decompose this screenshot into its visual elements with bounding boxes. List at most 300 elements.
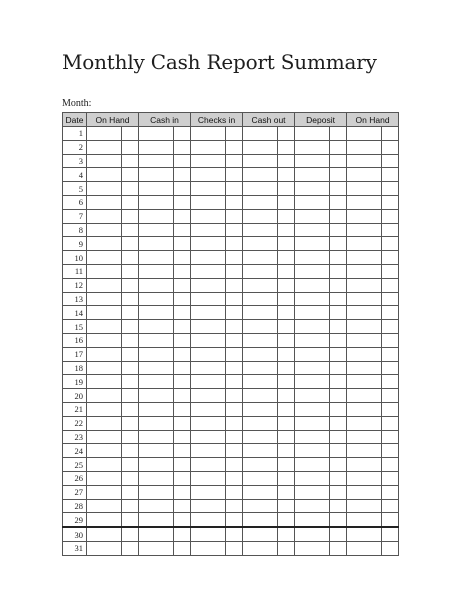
entry-cell[interactable]	[87, 541, 122, 555]
entry-cell[interactable]	[226, 292, 243, 306]
entry-cell[interactable]	[139, 195, 174, 209]
entry-cell[interactable]	[139, 430, 174, 444]
entry-cell[interactable]	[191, 416, 226, 430]
entry-cell[interactable]	[330, 458, 347, 472]
entry-cell[interactable]	[347, 292, 382, 306]
entry-cell[interactable]	[347, 264, 382, 278]
entry-cell[interactable]	[191, 485, 226, 499]
entry-cell[interactable]	[330, 389, 347, 403]
entry-cell[interactable]	[191, 471, 226, 485]
entry-cell[interactable]	[243, 389, 278, 403]
entry-cell[interactable]	[278, 527, 295, 541]
entry-cell[interactable]	[278, 182, 295, 196]
entry-cell[interactable]	[191, 182, 226, 196]
entry-cell[interactable]	[330, 127, 347, 141]
entry-cell[interactable]	[226, 168, 243, 182]
entry-cell[interactable]	[347, 223, 382, 237]
entry-cell[interactable]	[139, 237, 174, 251]
entry-cell[interactable]	[295, 195, 330, 209]
entry-cell[interactable]	[191, 320, 226, 334]
entry-cell[interactable]	[174, 402, 191, 416]
entry-cell[interactable]	[347, 154, 382, 168]
entry-cell[interactable]	[191, 306, 226, 320]
entry-cell[interactable]	[382, 527, 399, 541]
entry-cell[interactable]	[191, 223, 226, 237]
entry-cell[interactable]	[382, 541, 399, 555]
entry-cell[interactable]	[278, 471, 295, 485]
entry-cell[interactable]	[122, 195, 139, 209]
entry-cell[interactable]	[87, 292, 122, 306]
entry-cell[interactable]	[243, 458, 278, 472]
entry-cell[interactable]	[139, 292, 174, 306]
entry-cell[interactable]	[139, 333, 174, 347]
entry-cell[interactable]	[278, 320, 295, 334]
entry-cell[interactable]	[330, 292, 347, 306]
entry-cell[interactable]	[87, 458, 122, 472]
entry-cell[interactable]	[243, 471, 278, 485]
entry-cell[interactable]	[139, 154, 174, 168]
entry-cell[interactable]	[226, 278, 243, 292]
entry-cell[interactable]	[278, 402, 295, 416]
entry-cell[interactable]	[139, 513, 174, 527]
entry-cell[interactable]	[139, 306, 174, 320]
entry-cell[interactable]	[226, 264, 243, 278]
entry-cell[interactable]	[191, 237, 226, 251]
entry-cell[interactable]	[226, 320, 243, 334]
entry-cell[interactable]	[347, 541, 382, 555]
entry-cell[interactable]	[243, 168, 278, 182]
entry-cell[interactable]	[330, 541, 347, 555]
entry-cell[interactable]	[347, 499, 382, 513]
entry-cell[interactable]	[226, 416, 243, 430]
entry-cell[interactable]	[382, 485, 399, 499]
entry-cell[interactable]	[174, 251, 191, 265]
entry-cell[interactable]	[382, 237, 399, 251]
entry-cell[interactable]	[347, 320, 382, 334]
entry-cell[interactable]	[191, 154, 226, 168]
entry-cell[interactable]	[278, 389, 295, 403]
entry-cell[interactable]	[278, 333, 295, 347]
entry-cell[interactable]	[87, 527, 122, 541]
entry-cell[interactable]	[174, 127, 191, 141]
entry-cell[interactable]	[174, 361, 191, 375]
entry-cell[interactable]	[174, 333, 191, 347]
entry-cell[interactable]	[347, 347, 382, 361]
entry-cell[interactable]	[330, 333, 347, 347]
entry-cell[interactable]	[174, 471, 191, 485]
entry-cell[interactable]	[226, 347, 243, 361]
entry-cell[interactable]	[87, 430, 122, 444]
entry-cell[interactable]	[243, 402, 278, 416]
entry-cell[interactable]	[330, 306, 347, 320]
entry-cell[interactable]	[295, 209, 330, 223]
entry-cell[interactable]	[191, 541, 226, 555]
entry-cell[interactable]	[295, 471, 330, 485]
entry-cell[interactable]	[122, 402, 139, 416]
entry-cell[interactable]	[382, 416, 399, 430]
entry-cell[interactable]	[139, 375, 174, 389]
entry-cell[interactable]	[87, 320, 122, 334]
entry-cell[interactable]	[122, 223, 139, 237]
entry-cell[interactable]	[226, 527, 243, 541]
entry-cell[interactable]	[174, 347, 191, 361]
entry-cell[interactable]	[122, 251, 139, 265]
entry-cell[interactable]	[347, 444, 382, 458]
entry-cell[interactable]	[295, 416, 330, 430]
entry-cell[interactable]	[87, 264, 122, 278]
entry-cell[interactable]	[139, 251, 174, 265]
entry-cell[interactable]	[122, 527, 139, 541]
entry-cell[interactable]	[139, 347, 174, 361]
entry-cell[interactable]	[191, 251, 226, 265]
entry-cell[interactable]	[191, 375, 226, 389]
entry-cell[interactable]	[382, 264, 399, 278]
entry-cell[interactable]	[122, 182, 139, 196]
entry-cell[interactable]	[226, 499, 243, 513]
entry-cell[interactable]	[139, 471, 174, 485]
entry-cell[interactable]	[122, 458, 139, 472]
entry-cell[interactable]	[295, 333, 330, 347]
entry-cell[interactable]	[382, 320, 399, 334]
entry-cell[interactable]	[278, 264, 295, 278]
entry-cell[interactable]	[382, 499, 399, 513]
entry-cell[interactable]	[347, 471, 382, 485]
entry-cell[interactable]	[243, 485, 278, 499]
entry-cell[interactable]	[243, 375, 278, 389]
entry-cell[interactable]	[278, 251, 295, 265]
entry-cell[interactable]	[295, 361, 330, 375]
entry-cell[interactable]	[382, 347, 399, 361]
entry-cell[interactable]	[139, 402, 174, 416]
entry-cell[interactable]	[122, 347, 139, 361]
entry-cell[interactable]	[278, 416, 295, 430]
entry-cell[interactable]	[87, 154, 122, 168]
entry-cell[interactable]	[347, 168, 382, 182]
entry-cell[interactable]	[295, 223, 330, 237]
entry-cell[interactable]	[122, 375, 139, 389]
entry-cell[interactable]	[278, 140, 295, 154]
entry-cell[interactable]	[226, 306, 243, 320]
entry-cell[interactable]	[330, 278, 347, 292]
entry-cell[interactable]	[382, 444, 399, 458]
entry-cell[interactable]	[243, 278, 278, 292]
entry-cell[interactable]	[382, 182, 399, 196]
entry-cell[interactable]	[295, 527, 330, 541]
entry-cell[interactable]	[347, 402, 382, 416]
entry-cell[interactable]	[382, 375, 399, 389]
entry-cell[interactable]	[330, 182, 347, 196]
entry-cell[interactable]	[87, 333, 122, 347]
entry-cell[interactable]	[382, 251, 399, 265]
entry-cell[interactable]	[174, 278, 191, 292]
entry-cell[interactable]	[295, 513, 330, 527]
entry-cell[interactable]	[122, 444, 139, 458]
entry-cell[interactable]	[191, 361, 226, 375]
entry-cell[interactable]	[382, 458, 399, 472]
entry-cell[interactable]	[278, 499, 295, 513]
entry-cell[interactable]	[174, 513, 191, 527]
entry-cell[interactable]	[122, 333, 139, 347]
entry-cell[interactable]	[191, 458, 226, 472]
entry-cell[interactable]	[330, 195, 347, 209]
entry-cell[interactable]	[191, 513, 226, 527]
entry-cell[interactable]	[226, 127, 243, 141]
entry-cell[interactable]	[122, 127, 139, 141]
entry-cell[interactable]	[295, 499, 330, 513]
entry-cell[interactable]	[382, 168, 399, 182]
entry-cell[interactable]	[122, 320, 139, 334]
entry-cell[interactable]	[226, 389, 243, 403]
entry-cell[interactable]	[226, 458, 243, 472]
entry-cell[interactable]	[139, 361, 174, 375]
entry-cell[interactable]	[330, 416, 347, 430]
entry-cell[interactable]	[382, 154, 399, 168]
entry-cell[interactable]	[330, 499, 347, 513]
entry-cell[interactable]	[382, 361, 399, 375]
entry-cell[interactable]	[382, 471, 399, 485]
entry-cell[interactable]	[122, 541, 139, 555]
entry-cell[interactable]	[243, 499, 278, 513]
entry-cell[interactable]	[295, 140, 330, 154]
entry-cell[interactable]	[174, 209, 191, 223]
entry-cell[interactable]	[243, 306, 278, 320]
entry-cell[interactable]	[174, 195, 191, 209]
entry-cell[interactable]	[122, 485, 139, 499]
entry-cell[interactable]	[347, 209, 382, 223]
entry-cell[interactable]	[295, 541, 330, 555]
entry-cell[interactable]	[295, 182, 330, 196]
entry-cell[interactable]	[174, 430, 191, 444]
entry-cell[interactable]	[174, 499, 191, 513]
entry-cell[interactable]	[139, 541, 174, 555]
entry-cell[interactable]	[191, 444, 226, 458]
entry-cell[interactable]	[382, 513, 399, 527]
entry-cell[interactable]	[278, 306, 295, 320]
entry-cell[interactable]	[295, 278, 330, 292]
entry-cell[interactable]	[347, 430, 382, 444]
entry-cell[interactable]	[347, 333, 382, 347]
entry-cell[interactable]	[174, 485, 191, 499]
entry-cell[interactable]	[122, 513, 139, 527]
entry-cell[interactable]	[122, 430, 139, 444]
entry-cell[interactable]	[278, 223, 295, 237]
entry-cell[interactable]	[243, 513, 278, 527]
entry-cell[interactable]	[87, 375, 122, 389]
entry-cell[interactable]	[295, 292, 330, 306]
entry-cell[interactable]	[87, 306, 122, 320]
entry-cell[interactable]	[295, 444, 330, 458]
entry-cell[interactable]	[174, 541, 191, 555]
entry-cell[interactable]	[139, 264, 174, 278]
entry-cell[interactable]	[174, 444, 191, 458]
entry-cell[interactable]	[243, 140, 278, 154]
entry-cell[interactable]	[382, 209, 399, 223]
entry-cell[interactable]	[87, 485, 122, 499]
entry-cell[interactable]	[278, 430, 295, 444]
entry-cell[interactable]	[139, 223, 174, 237]
entry-cell[interactable]	[243, 292, 278, 306]
entry-cell[interactable]	[139, 209, 174, 223]
entry-cell[interactable]	[278, 168, 295, 182]
entry-cell[interactable]	[330, 444, 347, 458]
entry-cell[interactable]	[295, 347, 330, 361]
entry-cell[interactable]	[122, 471, 139, 485]
entry-cell[interactable]	[174, 416, 191, 430]
entry-cell[interactable]	[382, 292, 399, 306]
entry-cell[interactable]	[122, 361, 139, 375]
entry-cell[interactable]	[174, 182, 191, 196]
entry-cell[interactable]	[87, 127, 122, 141]
entry-cell[interactable]	[243, 195, 278, 209]
entry-cell[interactable]	[347, 527, 382, 541]
entry-cell[interactable]	[122, 499, 139, 513]
entry-cell[interactable]	[226, 209, 243, 223]
entry-cell[interactable]	[295, 430, 330, 444]
entry-cell[interactable]	[174, 527, 191, 541]
entry-cell[interactable]	[330, 430, 347, 444]
entry-cell[interactable]	[122, 140, 139, 154]
entry-cell[interactable]	[226, 182, 243, 196]
entry-cell[interactable]	[278, 444, 295, 458]
entry-cell[interactable]	[226, 541, 243, 555]
entry-cell[interactable]	[191, 127, 226, 141]
entry-cell[interactable]	[174, 223, 191, 237]
entry-cell[interactable]	[347, 182, 382, 196]
entry-cell[interactable]	[122, 209, 139, 223]
entry-cell[interactable]	[243, 209, 278, 223]
entry-cell[interactable]	[278, 485, 295, 499]
entry-cell[interactable]	[330, 237, 347, 251]
entry-cell[interactable]	[226, 333, 243, 347]
entry-cell[interactable]	[87, 278, 122, 292]
entry-cell[interactable]	[243, 361, 278, 375]
entry-cell[interactable]	[174, 306, 191, 320]
entry-cell[interactable]	[278, 292, 295, 306]
entry-cell[interactable]	[243, 320, 278, 334]
entry-cell[interactable]	[139, 127, 174, 141]
entry-cell[interactable]	[295, 127, 330, 141]
entry-cell[interactable]	[347, 140, 382, 154]
entry-cell[interactable]	[87, 361, 122, 375]
entry-cell[interactable]	[347, 485, 382, 499]
entry-cell[interactable]	[347, 458, 382, 472]
entry-cell[interactable]	[87, 209, 122, 223]
entry-cell[interactable]	[191, 499, 226, 513]
entry-cell[interactable]	[226, 251, 243, 265]
entry-cell[interactable]	[295, 458, 330, 472]
entry-cell[interactable]	[226, 195, 243, 209]
entry-cell[interactable]	[87, 347, 122, 361]
entry-cell[interactable]	[382, 333, 399, 347]
entry-cell[interactable]	[87, 513, 122, 527]
entry-cell[interactable]	[243, 416, 278, 430]
entry-cell[interactable]	[226, 444, 243, 458]
entry-cell[interactable]	[122, 237, 139, 251]
entry-cell[interactable]	[87, 237, 122, 251]
entry-cell[interactable]	[226, 402, 243, 416]
entry-cell[interactable]	[330, 209, 347, 223]
entry-cell[interactable]	[243, 237, 278, 251]
entry-cell[interactable]	[278, 195, 295, 209]
entry-cell[interactable]	[174, 237, 191, 251]
entry-cell[interactable]	[174, 292, 191, 306]
entry-cell[interactable]	[191, 140, 226, 154]
entry-cell[interactable]	[122, 264, 139, 278]
entry-cell[interactable]	[382, 402, 399, 416]
entry-cell[interactable]	[122, 154, 139, 168]
entry-cell[interactable]	[295, 168, 330, 182]
entry-cell[interactable]	[226, 513, 243, 527]
entry-cell[interactable]	[139, 458, 174, 472]
entry-cell[interactable]	[174, 320, 191, 334]
entry-cell[interactable]	[243, 264, 278, 278]
entry-cell[interactable]	[347, 237, 382, 251]
entry-cell[interactable]	[243, 444, 278, 458]
entry-cell[interactable]	[226, 237, 243, 251]
entry-cell[interactable]	[243, 223, 278, 237]
entry-cell[interactable]	[295, 389, 330, 403]
entry-cell[interactable]	[243, 347, 278, 361]
entry-cell[interactable]	[174, 375, 191, 389]
entry-cell[interactable]	[191, 195, 226, 209]
entry-cell[interactable]	[191, 402, 226, 416]
entry-cell[interactable]	[243, 541, 278, 555]
entry-cell[interactable]	[87, 140, 122, 154]
entry-cell[interactable]	[87, 195, 122, 209]
entry-cell[interactable]	[347, 195, 382, 209]
entry-cell[interactable]	[122, 389, 139, 403]
entry-cell[interactable]	[174, 458, 191, 472]
entry-cell[interactable]	[87, 251, 122, 265]
entry-cell[interactable]	[191, 430, 226, 444]
entry-cell[interactable]	[382, 389, 399, 403]
entry-cell[interactable]	[191, 278, 226, 292]
entry-cell[interactable]	[330, 223, 347, 237]
entry-cell[interactable]	[139, 140, 174, 154]
entry-cell[interactable]	[87, 168, 122, 182]
entry-cell[interactable]	[226, 154, 243, 168]
entry-cell[interactable]	[330, 375, 347, 389]
entry-cell[interactable]	[330, 251, 347, 265]
entry-cell[interactable]	[243, 182, 278, 196]
entry-cell[interactable]	[226, 223, 243, 237]
entry-cell[interactable]	[122, 168, 139, 182]
entry-cell[interactable]	[87, 182, 122, 196]
entry-cell[interactable]	[87, 402, 122, 416]
entry-cell[interactable]	[278, 209, 295, 223]
entry-cell[interactable]	[87, 471, 122, 485]
entry-cell[interactable]	[191, 527, 226, 541]
entry-cell[interactable]	[278, 154, 295, 168]
entry-cell[interactable]	[278, 127, 295, 141]
entry-cell[interactable]	[295, 251, 330, 265]
entry-cell[interactable]	[87, 499, 122, 513]
entry-cell[interactable]	[243, 430, 278, 444]
entry-cell[interactable]	[382, 306, 399, 320]
entry-cell[interactable]	[139, 182, 174, 196]
entry-cell[interactable]	[278, 347, 295, 361]
entry-cell[interactable]	[191, 168, 226, 182]
entry-cell[interactable]	[191, 264, 226, 278]
entry-cell[interactable]	[295, 237, 330, 251]
entry-cell[interactable]	[191, 292, 226, 306]
entry-cell[interactable]	[330, 361, 347, 375]
entry-cell[interactable]	[330, 264, 347, 278]
entry-cell[interactable]	[139, 168, 174, 182]
entry-cell[interactable]	[139, 499, 174, 513]
entry-cell[interactable]	[295, 402, 330, 416]
entry-cell[interactable]	[139, 527, 174, 541]
